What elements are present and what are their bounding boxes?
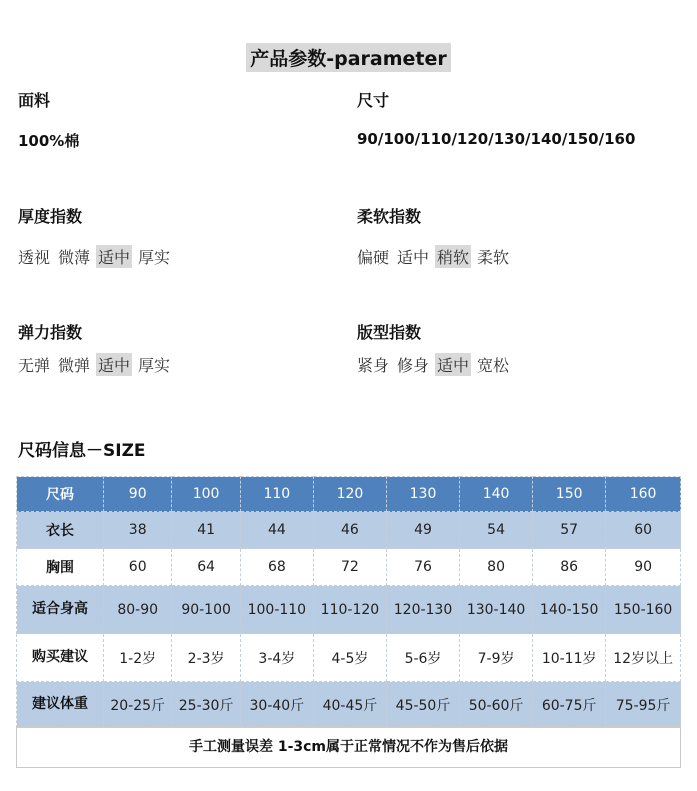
table-cell: 1-2岁: [104, 634, 172, 682]
softness-option: 稍软: [435, 245, 471, 268]
size-table: [16, 476, 681, 728]
elasticity-label: 弹力指数: [18, 323, 83, 342]
table-cell: 90-100: [172, 586, 240, 634]
fit-option: 适中: [435, 353, 471, 376]
softness-option: 偏硬: [357, 248, 390, 267]
table-cell: 38: [104, 512, 172, 549]
fabric-label: 面料: [18, 91, 51, 110]
row-label: 适合身高: [17, 586, 104, 634]
size-table-title: 尺码信息－SIZE: [18, 441, 146, 461]
table-row-length: [17, 512, 681, 549]
table-cell: 46: [313, 512, 386, 549]
table-cell: 40-45斤: [313, 682, 386, 728]
size-header-cell: 90: [104, 477, 172, 512]
row-label: 购买建议: [17, 634, 104, 682]
thickness-option: 微薄: [58, 248, 91, 267]
table-cell: 2-3岁: [172, 634, 240, 682]
thickness-label: 厚度指数: [18, 207, 83, 226]
table-cell: 49: [386, 512, 459, 549]
table-row-age: [17, 634, 681, 682]
table-cell: 90: [606, 549, 681, 586]
row-label: 胸围: [17, 549, 104, 586]
elasticity-options: [16, 353, 176, 376]
row-label: 建议体重: [17, 682, 104, 728]
table-cell: 45-50斤: [386, 682, 459, 728]
softness-option: 适中: [397, 248, 430, 267]
table-cell: 41: [172, 512, 240, 549]
elasticity-option: 适中: [96, 353, 132, 376]
table-cell: 7-9岁: [460, 634, 533, 682]
elasticity-option: 厚实: [138, 356, 171, 375]
softness-options: [355, 245, 515, 268]
size-header-cell: 120: [313, 477, 386, 512]
table-cell: 4-5岁: [313, 634, 386, 682]
table-cell: 72: [313, 549, 386, 586]
size-header-cell: 150: [533, 477, 606, 512]
fit-option: 修身: [397, 356, 430, 375]
table-cell: 54: [460, 512, 533, 549]
table-cell: 25-30斤: [172, 682, 240, 728]
table-cell: 57: [533, 512, 606, 549]
table-cell: 75-95斤: [606, 682, 681, 728]
size-param-label: 尺寸: [357, 91, 390, 110]
table-cell: 10-11岁: [533, 634, 606, 682]
fit-options: [355, 353, 515, 376]
page-title: [0, 43, 697, 72]
table-cell: 3-4岁: [240, 634, 313, 682]
softness-option: 柔软: [477, 248, 510, 267]
table-cell: 76: [386, 549, 459, 586]
table-cell: 80: [460, 549, 533, 586]
table-cell: 12岁以上: [606, 634, 681, 682]
table-cell: 140-150: [533, 586, 606, 634]
size-table-header-row: [17, 477, 681, 512]
size-header-label: 尺码: [17, 477, 104, 512]
table-cell: 60: [104, 549, 172, 586]
table-cell: 50-60斤: [460, 682, 533, 728]
size-header-cell: 140: [460, 477, 533, 512]
fit-option: 紧身: [357, 356, 390, 375]
table-cell: 44: [240, 512, 313, 549]
table-cell: 150-160: [606, 586, 681, 634]
size-header-cell: 130: [386, 477, 459, 512]
table-row-weight: [17, 682, 681, 728]
thickness-option: 厚实: [138, 248, 171, 267]
table-cell: 68: [240, 549, 313, 586]
size-header-cell: 160: [606, 477, 681, 512]
table-row-height: [17, 586, 681, 634]
table-cell: 110-120: [313, 586, 386, 634]
table-cell: 20-25斤: [104, 682, 172, 728]
page-title-text: 产品参数-parameter: [246, 43, 451, 72]
thickness-option: 适中: [96, 245, 132, 268]
thickness-options: [16, 245, 176, 268]
table-cell: 60-75斤: [533, 682, 606, 728]
table-cell: 5-6岁: [386, 634, 459, 682]
elasticity-option: 微弹: [58, 356, 91, 375]
fit-label: 版型指数: [357, 323, 422, 342]
thickness-option: 透视: [18, 248, 51, 267]
table-cell: 130-140: [460, 586, 533, 634]
softness-label: 柔软指数: [357, 207, 422, 226]
fabric-value: 100%棉: [18, 132, 80, 150]
table-row-chest: [17, 549, 681, 586]
fit-option: 宽松: [477, 356, 510, 375]
row-label: 衣长: [17, 512, 104, 549]
table-cell: 64: [172, 549, 240, 586]
table-cell: 30-40斤: [240, 682, 313, 728]
size-header-cell: 110: [240, 477, 313, 512]
table-cell: 120-130: [386, 586, 459, 634]
table-cell: 60: [606, 512, 681, 549]
table-cell: 100-110: [240, 586, 313, 634]
table-cell: 80-90: [104, 586, 172, 634]
measurement-note: 手工测量误差 1-3cm属于正常情况不作为售后依据: [16, 726, 681, 768]
elasticity-option: 无弹: [18, 356, 51, 375]
size-header-cell: 100: [172, 477, 240, 512]
table-cell: 86: [533, 549, 606, 586]
size-param-value: 90/100/110/120/130/140/150/160: [357, 130, 636, 148]
